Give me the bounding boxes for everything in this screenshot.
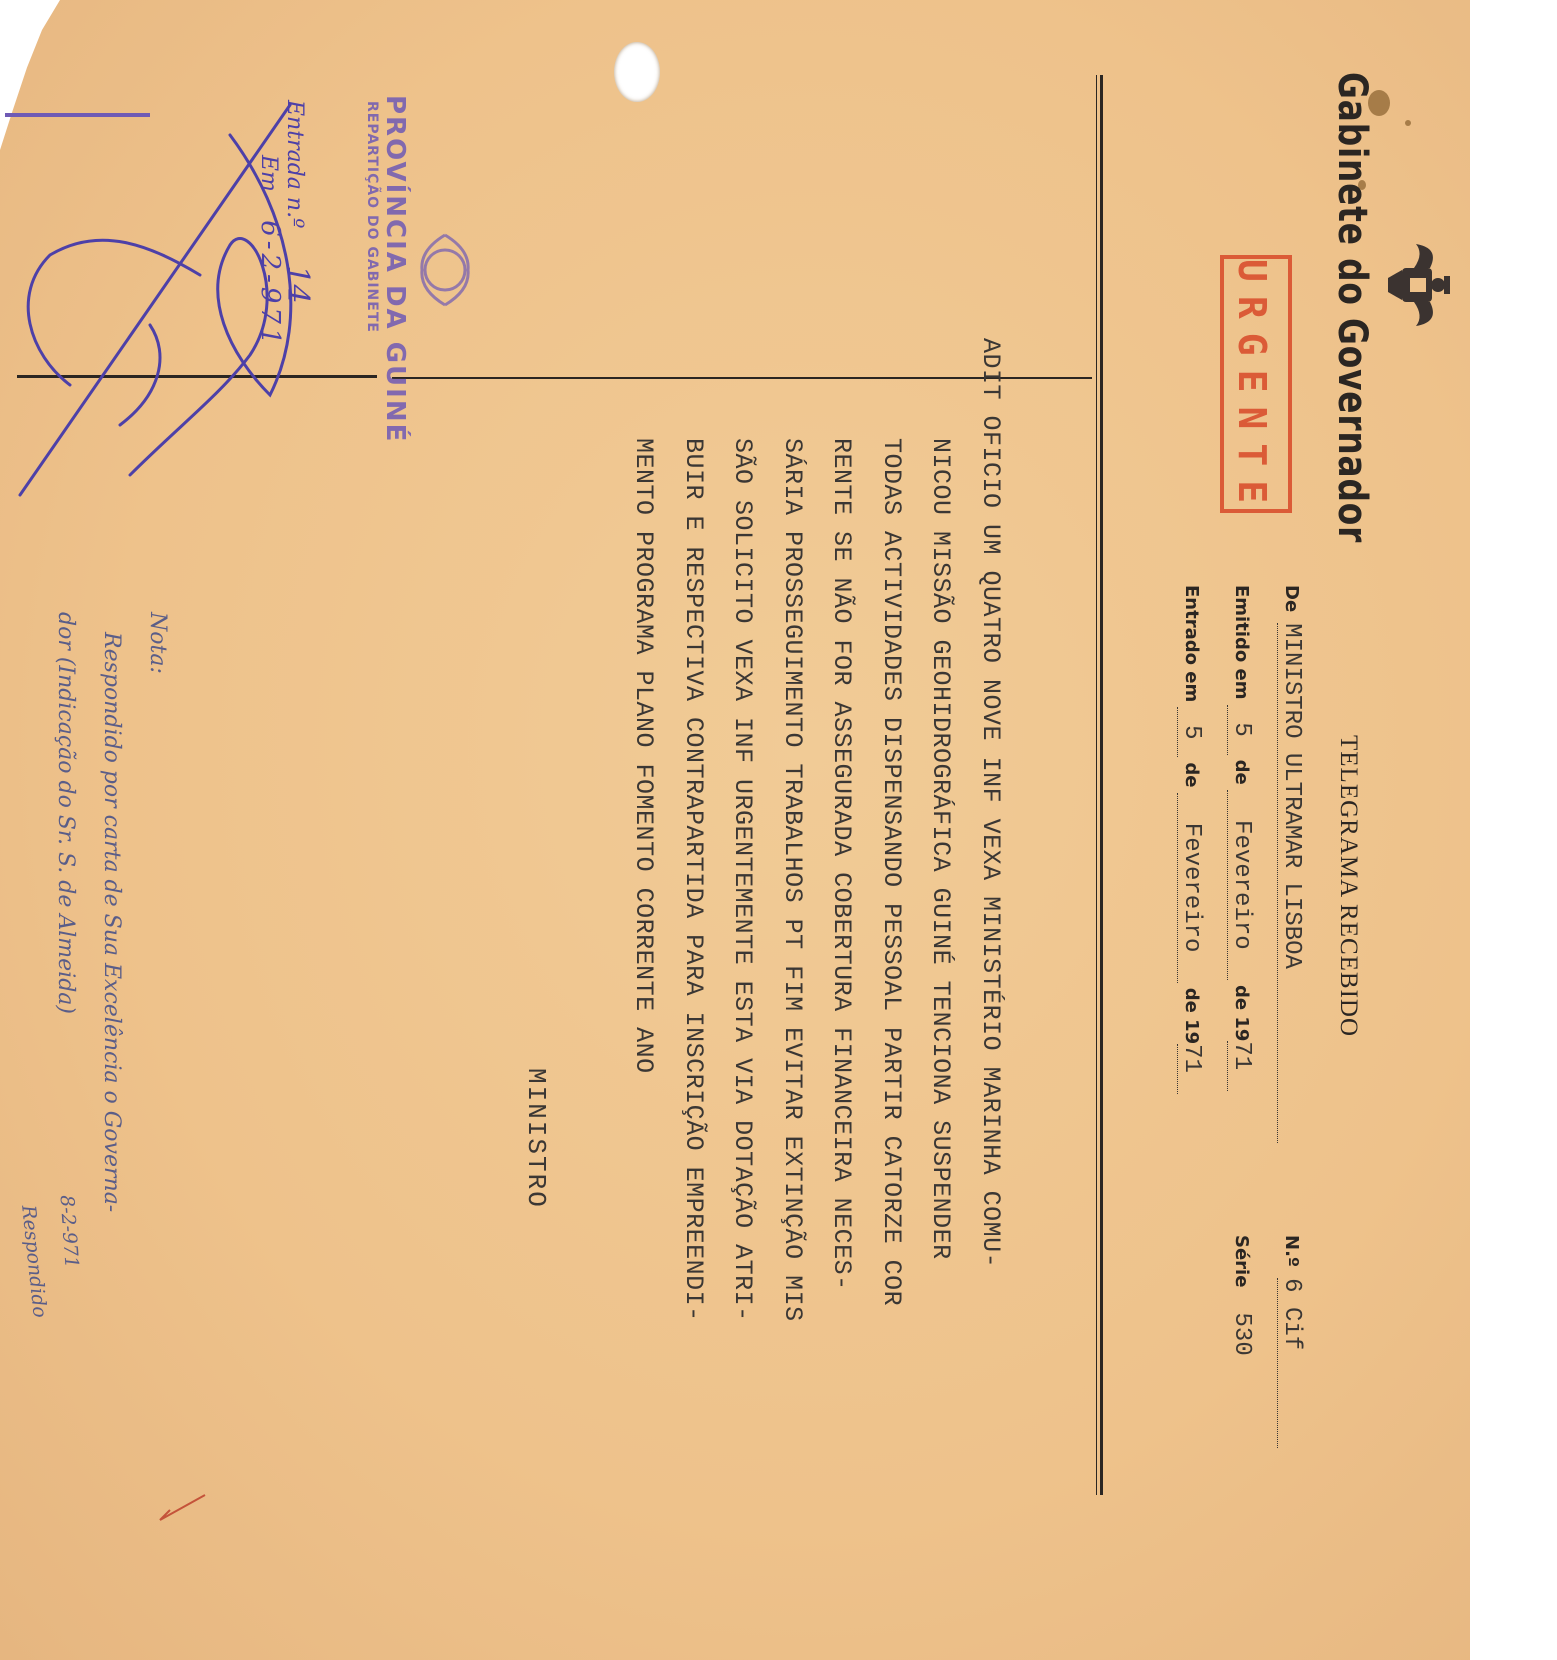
note-sign: Respondido bbox=[17, 1204, 51, 1319]
entered-label: Entrado em bbox=[1181, 585, 1202, 703]
message-line: ADIT OFICIO UM QUATRO NOVE INF VEXA MINISTÉRIO MARINHA COMU- bbox=[976, 338, 1005, 1269]
emitted-row bbox=[1227, 585, 1255, 1091]
message-line: SÃO SOLICITO VEXA INF URGENTEMENTE ESTA VIA DOTAÇÃO ATRI- bbox=[728, 438, 758, 1322]
number-row bbox=[1277, 1235, 1305, 1448]
office-title: Gabinete do Governador bbox=[1329, 72, 1375, 544]
province-stamp-subtitle: REPARTIÇÃO DO GABINETE bbox=[364, 101, 380, 333]
entered-year-prefix: de 19 bbox=[1181, 987, 1202, 1045]
header-rule-thin bbox=[1096, 75, 1097, 1495]
entry-number-value: 14 bbox=[280, 265, 315, 304]
coat-of-arms-icon bbox=[1380, 240, 1460, 330]
emitted-year-prefix: de 19 bbox=[1231, 984, 1252, 1042]
series-value: 530 bbox=[1228, 1312, 1255, 1356]
message-line: NICOU MISSÃO GEOHIDROGRÁFICA GUINÉ TENCIONA SUSPENDER bbox=[926, 438, 956, 1260]
province-stamp bbox=[364, 95, 410, 443]
emitted-day: 5 bbox=[1227, 705, 1255, 755]
message-line: TODAS ACTIVIDADES DISPENSANDO PESSOAL PARTIR CATORZE COR bbox=[877, 438, 906, 1307]
note-heading: Nota: bbox=[145, 612, 170, 674]
entered-day: 5 bbox=[1177, 707, 1205, 757]
message-line: MENTO PROGRAMA PLANO FOMENTO CORRENTE ANO bbox=[629, 438, 659, 1074]
handwritten-note bbox=[42, 612, 180, 1212]
message-line: SÁRIA PROSSEGUIMENTO TRABALHOS PT FIM EVITAR EXTINÇÃO MIS bbox=[778, 438, 807, 1322]
handwritten-signature bbox=[0, 95, 350, 515]
emitted-de: de bbox=[1231, 759, 1252, 785]
note-line: Respondido por carta de Sua Excelência o Governa- bbox=[99, 632, 124, 1213]
message-body bbox=[619, 338, 1015, 1322]
emitted-label: Emitido em bbox=[1231, 585, 1252, 700]
entered-month: Fevereiro bbox=[1177, 793, 1205, 983]
note-line: dor (Indicação do Sr. S. de Almeida) bbox=[53, 612, 78, 1014]
from-value: MINISTRO ULTRAMAR LISBOA bbox=[1277, 623, 1305, 1143]
note-date: 8-2-971 bbox=[55, 1194, 83, 1269]
from-label: De bbox=[1281, 585, 1302, 613]
red-pen-mark bbox=[150, 1490, 210, 1530]
header-rule bbox=[1100, 75, 1103, 1495]
entered-de: de bbox=[1181, 762, 1202, 788]
entered-year: 71 bbox=[1177, 1044, 1205, 1094]
entry-date-value: 6-2-971 bbox=[255, 220, 285, 349]
message-line: RENTE SE NÃO FOR ASSEGURADA COBERTURA FINANCEIRA NECES- bbox=[827, 438, 857, 1291]
number-label: N.º bbox=[1281, 1235, 1302, 1268]
from-row bbox=[1277, 585, 1305, 1143]
urgente-stamp: URGENTE bbox=[1220, 255, 1292, 513]
emitted-month: Fevereiro bbox=[1227, 790, 1255, 980]
series-label: Série bbox=[1231, 1235, 1252, 1288]
series-row bbox=[1228, 1235, 1255, 1356]
stamp-crest-icon bbox=[410, 225, 480, 315]
entry-number-label: Entrada n.º bbox=[282, 100, 307, 229]
emitted-year: 71 bbox=[1227, 1041, 1255, 1091]
entered-row bbox=[1177, 585, 1205, 1094]
number-value: 6 Cif bbox=[1277, 1278, 1305, 1448]
telegram-title: TELEGRAMA RECEBIDO bbox=[1335, 735, 1362, 1038]
province-stamp-title: PROVÍNCIA DA GUINÉ bbox=[380, 95, 410, 444]
entry-date-label: Em bbox=[256, 155, 281, 192]
message-line: BUIR E RESPECTIVA CONTRAPARTIDA PARA INSCRIÇÃO EMPREENDI- bbox=[679, 438, 708, 1322]
message-signature: MINISTRO bbox=[521, 1068, 551, 1209]
